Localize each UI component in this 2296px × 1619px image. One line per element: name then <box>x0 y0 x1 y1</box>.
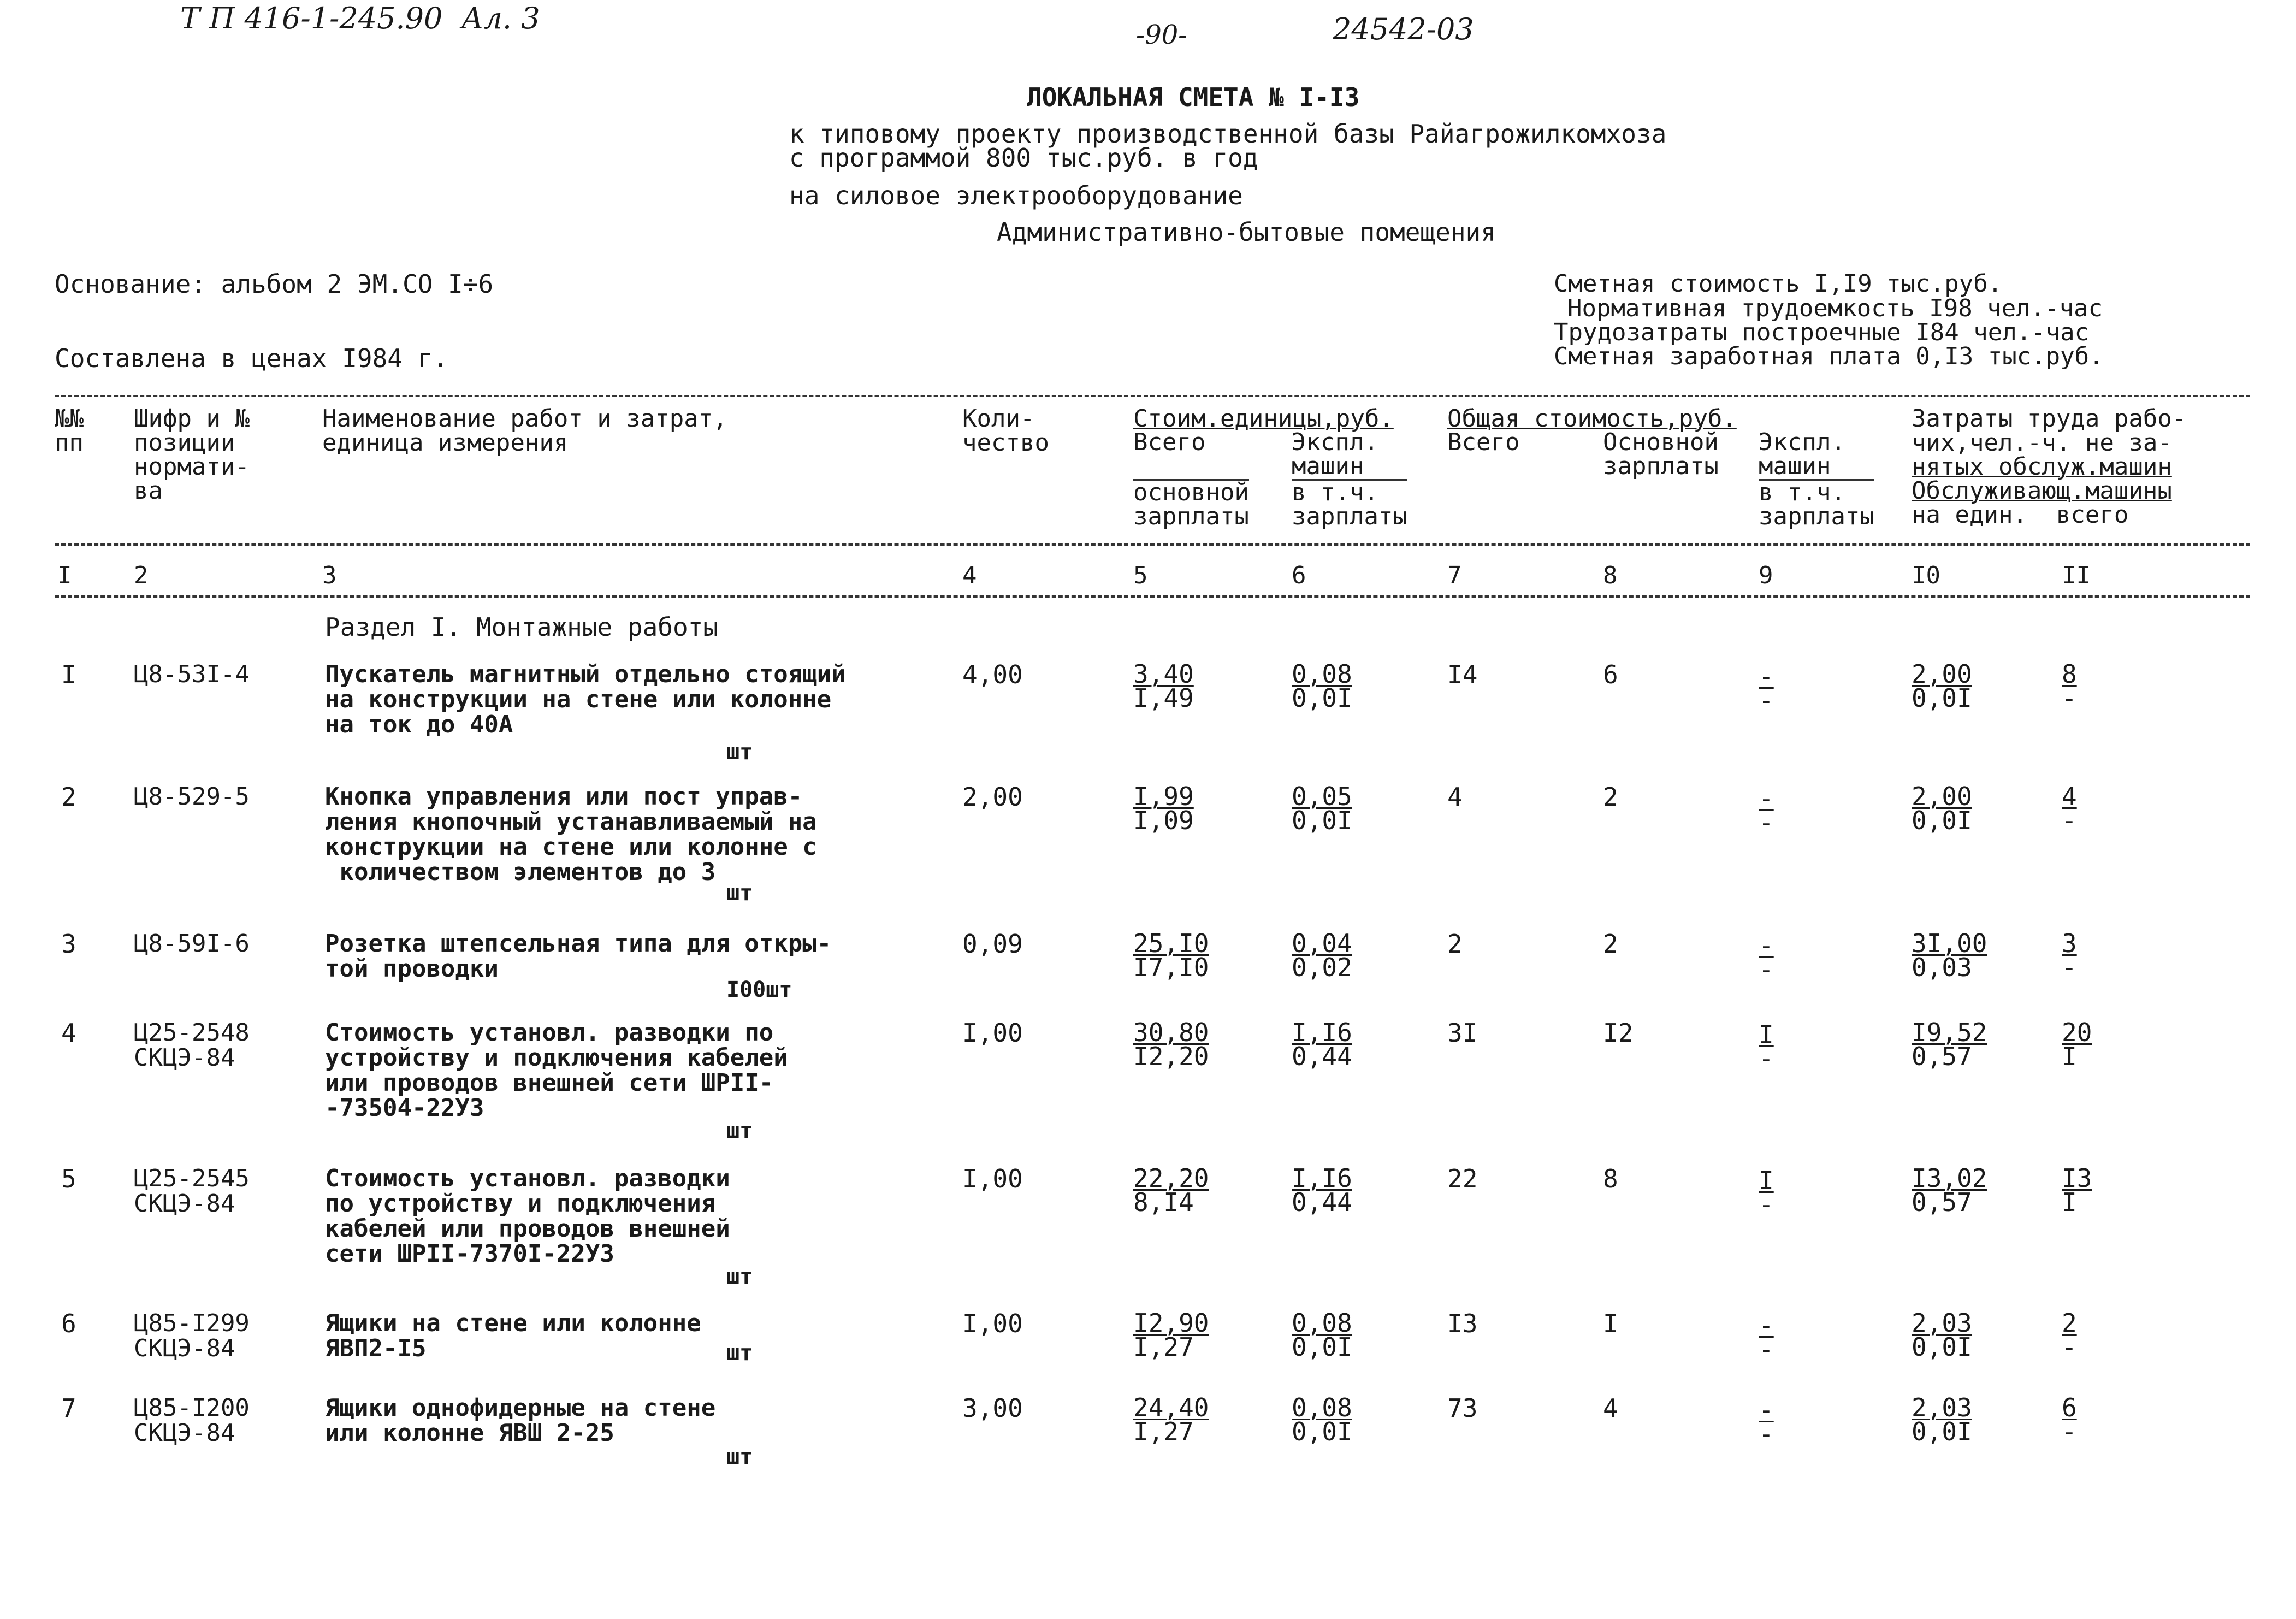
unit-cost-fraction-bottom: 8,I4 <box>1133 1187 1194 1217</box>
unit-machine-fraction-bottom: 0,0I <box>1292 1417 1352 1446</box>
labor-total-fraction <box>2062 659 2077 713</box>
header-col-labor-line3: нятых обслуж.машин <box>1912 453 2172 481</box>
total-machine-fraction-bottom: - <box>1759 1190 1774 1219</box>
row-total-wage: 8 <box>1603 1164 1618 1193</box>
unit-machine-fraction <box>1292 1308 1352 1362</box>
header-col-labor-line4: Обслуживающ.машины <box>1912 477 2172 505</box>
prices-year-text: Составлена в ценах I984 г. <box>55 344 448 373</box>
unit-cost-fraction <box>1133 1308 1209 1362</box>
unit-cost-fraction <box>1133 1163 1209 1217</box>
unit-machine-fraction-top: 0,08 <box>1292 659 1352 689</box>
row-total-wage: I2 <box>1603 1018 1634 1048</box>
header-col-qty: Коли- чество <box>962 405 1049 457</box>
unit-cost-fraction-top: 22,20 <box>1133 1163 1209 1193</box>
unit-cost-fraction-top: 24,40 <box>1133 1393 1209 1422</box>
unit-cost-fraction-bottom: I2,20 <box>1133 1042 1209 1071</box>
unit-machine-fraction <box>1292 1393 1352 1446</box>
unit-machine-fraction <box>1292 659 1352 713</box>
header-col-num: №№ пп <box>55 405 84 457</box>
labor-unit-fraction-bottom: 0,57 <box>1912 1187 1972 1217</box>
row-unit: I00шт <box>726 977 792 1002</box>
labor-total-fraction-bottom: - <box>2062 953 2077 982</box>
summary-labor-norm: Нормативная трудоемкость I98 чел.-час <box>1567 294 2103 322</box>
total-machine-fraction-top: - <box>1759 931 1774 960</box>
row-name: Кнопка управления или пост управ- ления кнопочный устанавливаемый на конструкции на стене или колонне с количеством элементов до 3 <box>325 783 817 886</box>
row-name: Стоимость установл. разводки по устройству и подключения кабелей или проводов внешней сети ШРII-7370I-22У3 <box>325 1165 730 1268</box>
labor-total-fraction-top: 2 <box>2062 1308 2077 1338</box>
title-line-2: к типовому проекту производственной базы Райагрожилкомхоза <box>789 119 1667 149</box>
unit-machine-fraction-bottom: 0,44 <box>1292 1042 1352 1071</box>
row-code: Ц85-I200 СКЦЭ-84 <box>134 1394 250 1447</box>
total-machine-fraction-bottom: - <box>1759 955 1774 984</box>
row-code: Ц8-53I-4 <box>134 660 250 688</box>
total-machine-fraction <box>1759 1310 1774 1364</box>
unit-cost-fraction-bottom: I,49 <box>1133 683 1194 713</box>
summary-wage: Сметная заработная плата 0,I3 тыс.руб. <box>1554 342 2104 370</box>
unit-machine-fraction-bottom: 0,0I <box>1292 1332 1352 1362</box>
row-total: 2 <box>1447 929 1463 959</box>
colnum-3: 3 <box>322 562 337 589</box>
row-name: Розетка штепсельная типа для откры- той проводки <box>325 930 832 983</box>
header-col-code: Шифр и № позиции нормати- ва <box>134 405 250 505</box>
header-col-unit-machine: Экспл. машин <box>1292 428 1378 480</box>
labor-total-fraction <box>2062 1308 2077 1362</box>
row-unit: шт <box>726 1264 753 1289</box>
total-machine-fraction-top: I <box>1759 1020 1774 1049</box>
labor-total-fraction-top: I3 <box>2062 1163 2092 1193</box>
labor-unit-fraction-top: 2,00 <box>1912 659 1972 689</box>
total-machine-fraction <box>1759 1020 1774 1073</box>
unit-cost-fraction <box>1133 1018 1209 1071</box>
row-code: Ц8-529-5 <box>134 783 250 811</box>
summary-labor-actual: Трудозатраты построечные I84 чел.-час <box>1554 318 2090 346</box>
labor-unit-fraction-top: I3,02 <box>1912 1163 1987 1193</box>
labor-total-fraction-top: 3 <box>2062 929 2077 958</box>
row-total-wage: 4 <box>1603 1393 1618 1423</box>
row-qty: 2,00 <box>962 782 1023 812</box>
row-qty: I,00 <box>962 1164 1023 1193</box>
colnum-1: I <box>57 562 72 589</box>
labor-total-fraction-bottom: I <box>2062 1187 2077 1217</box>
unit-cost-fraction-top: 30,80 <box>1133 1018 1209 1047</box>
colnum-7: 7 <box>1447 562 1462 589</box>
row-unit: шт <box>726 881 753 906</box>
row-number: 4 <box>61 1018 76 1048</box>
unit-machine-fraction-bottom: 0,02 <box>1292 953 1352 982</box>
row-total-wage: 2 <box>1603 782 1618 812</box>
row-unit: шт <box>726 1444 753 1469</box>
row-total-wage: 2 <box>1603 929 1618 959</box>
labor-total-fraction-top: 8 <box>2062 659 2077 689</box>
title-line-4: на силовое электрооборудование <box>789 181 1243 210</box>
row-total: I3 <box>1447 1309 1478 1338</box>
row-total: I4 <box>1447 660 1478 689</box>
labor-unit-fraction <box>1912 1308 1972 1362</box>
colnum-8: 8 <box>1603 562 1618 589</box>
labor-total-fraction <box>2062 1018 2092 1071</box>
section-title: Раздел I. Монтажные работы <box>325 612 719 642</box>
colnum-4: 4 <box>962 562 977 589</box>
total-machine-fraction-bottom: - <box>1759 1044 1774 1073</box>
labor-total-fraction-top: 20 <box>2062 1018 2092 1047</box>
labor-unit-fraction-top: 2,03 <box>1912 1393 1972 1422</box>
labor-unit-fraction <box>1912 929 1987 982</box>
row-qty: 0,09 <box>962 929 1023 959</box>
row-total-wage: 6 <box>1603 660 1618 689</box>
unit-cost-fraction-top: I,99 <box>1133 782 1194 811</box>
row-name: Пускатель магнитный отдельно стоящий на конструкции на стене или колонне на ток до 40А <box>325 660 846 738</box>
labor-unit-fraction-bottom: 0,0I <box>1912 1417 1972 1446</box>
labor-total-fraction <box>2062 1393 2077 1446</box>
labor-total-fraction-top: 6 <box>2062 1393 2077 1422</box>
total-machine-fraction-top: I <box>1759 1166 1774 1195</box>
unit-machine-fraction-top: I,I6 <box>1292 1018 1352 1047</box>
labor-unit-fraction-bottom: 0,0I <box>1912 1332 1972 1362</box>
row-name: Ящики однофидерные на стене или колонне ЯВШ 2-25 <box>325 1394 716 1447</box>
unit-machine-fraction <box>1292 782 1352 835</box>
labor-unit-fraction <box>1912 1393 1972 1446</box>
labor-unit-fraction <box>1912 1163 1987 1217</box>
header-col-labor-line5: на един. всего <box>1912 501 2129 529</box>
total-machine-fraction-bottom: - <box>1759 1419 1774 1449</box>
labor-unit-fraction <box>1912 659 1972 713</box>
labor-unit-fraction-bottom: 0,57 <box>1912 1042 1972 1071</box>
row-qty: 4,00 <box>962 660 1023 689</box>
unit-machine-fraction-bottom: 0,0I <box>1292 683 1352 713</box>
row-unit: шт <box>726 740 753 765</box>
labor-total-fraction <box>2062 1163 2092 1217</box>
row-code: Ц25-2545 СКЦЭ-84 <box>134 1165 250 1218</box>
unit-machine-fraction-top: 0,04 <box>1292 929 1352 958</box>
total-machine-fraction-top: - <box>1759 1310 1774 1340</box>
colnum-10: I0 <box>1912 562 1940 589</box>
total-machine-fraction-bottom: - <box>1759 808 1774 837</box>
row-number: 3 <box>61 929 76 959</box>
row-number: 2 <box>61 782 76 812</box>
total-machine-fraction-top: - <box>1759 661 1774 691</box>
labor-total-fraction-bottom: - <box>2062 683 2077 713</box>
labor-total-fraction-top: 4 <box>2062 782 2077 811</box>
row-unit: шт <box>726 1118 753 1143</box>
labor-unit-fraction-bottom: 0,0I <box>1912 683 1972 713</box>
document-code-stamp: 24542-03 <box>1333 12 1474 46</box>
labor-unit-fraction-top: 3I,00 <box>1912 929 1987 958</box>
row-qty: I,00 <box>962 1309 1023 1338</box>
unit-cost-fraction <box>1133 659 1194 713</box>
header-bottom-rule <box>55 543 2250 546</box>
colnum-2: 2 <box>134 562 149 589</box>
estimate-title: ЛОКАЛЬНАЯ СМЕТА № I-I3 <box>1027 82 1360 112</box>
total-machine-fraction <box>1759 661 1774 715</box>
total-machine-fraction <box>1759 933 1774 982</box>
row-name: Стоимость установл. разводки по устройству и подключения кабелей или проводов внешней сети ШРII- -73504-22У3 <box>325 1019 788 1122</box>
labor-unit-fraction <box>1912 782 1972 835</box>
header-group-unit-cost: Стоим.единицы,руб. <box>1133 405 1394 433</box>
row-number: I <box>61 660 76 689</box>
header-col-total-machine: Экспл. машин <box>1759 428 1845 480</box>
colnum-6: 6 <box>1292 562 1306 589</box>
total-machine-fraction-top: - <box>1759 784 1774 813</box>
total-machine-fraction <box>1759 1395 1774 1449</box>
title-line-5: Административно-бытовые помещения <box>997 217 1496 247</box>
unit-cost-fraction-bottom: I,09 <box>1133 806 1194 835</box>
labor-total-fraction-bottom: - <box>2062 806 2077 835</box>
colnum-5: 5 <box>1133 562 1148 589</box>
total-machine-fraction <box>1759 784 1774 837</box>
labor-unit-fraction-bottom: 0,03 <box>1912 953 1972 982</box>
unit-machine-fraction <box>1292 929 1352 982</box>
header-group-total-cost: Общая стоимость,руб. <box>1447 405 1737 433</box>
header-col-total-machine-wage: в т.ч. зарплаты <box>1759 478 1874 530</box>
unit-cost-fraction <box>1133 929 1209 982</box>
row-total: 22 <box>1447 1164 1478 1193</box>
row-qty: 3,00 <box>962 1393 1023 1423</box>
header-col-total: Всего <box>1447 428 1520 456</box>
row-code: Ц25-2548 СКЦЭ-84 <box>134 1019 250 1072</box>
row-number: 7 <box>61 1393 76 1423</box>
unit-cost-fraction-top: 3,40 <box>1133 659 1194 689</box>
header-col-unit-machine-wage: в т.ч. зарплаты <box>1292 478 1407 530</box>
total-machine-fraction-top: - <box>1759 1395 1774 1425</box>
unit-cost-fraction <box>1133 782 1194 835</box>
unit-cost-fraction <box>1133 1393 1209 1446</box>
labor-unit-fraction-top: 2,03 <box>1912 1308 1972 1338</box>
row-total: 3I <box>1447 1018 1478 1048</box>
labor-total-fraction <box>2062 782 2077 835</box>
total-machine-fraction-bottom: - <box>1759 1334 1774 1364</box>
unit-machine-fraction <box>1292 1163 1352 1217</box>
labor-total-fraction-bottom: - <box>2062 1417 2077 1446</box>
row-code: Ц85-I299 СКЦЭ-84 <box>134 1309 250 1362</box>
unit-machine-fraction-top: 0,05 <box>1292 782 1352 811</box>
row-qty: I,00 <box>962 1018 1023 1048</box>
unit-cost-fraction-top: 25,I0 <box>1133 929 1209 958</box>
colnum-11: II <box>2062 562 2091 589</box>
row-total: 73 <box>1447 1393 1478 1423</box>
unit-cost-fraction-bottom: I7,I0 <box>1133 953 1209 982</box>
unit-cost-fraction-bottom: I,27 <box>1133 1417 1194 1446</box>
header-col-total-wage: Основной зарплаты <box>1603 428 1719 480</box>
total-machine-fraction <box>1759 1166 1774 1219</box>
row-number: 6 <box>61 1309 76 1338</box>
header-col-unit-total: Всего <box>1133 428 1206 456</box>
row-unit: шт <box>726 1340 753 1366</box>
unit-machine-fraction-top: 0,08 <box>1292 1393 1352 1422</box>
column-numbers-rule <box>55 595 2250 598</box>
labor-unit-fraction <box>1912 1018 1987 1071</box>
unit-cost-fraction-bottom: I,27 <box>1133 1332 1194 1362</box>
labor-unit-fraction-top: 2,00 <box>1912 782 1972 811</box>
row-total: 4 <box>1447 782 1463 812</box>
row-code: Ц8-59I-6 <box>134 930 250 958</box>
summary-cost: Сметная стоимость I,I9 тыс.руб. <box>1554 270 2003 298</box>
labor-unit-fraction-top: I9,52 <box>1912 1018 1987 1047</box>
unit-machine-fraction-top: I,I6 <box>1292 1163 1352 1193</box>
unit-machine-fraction-bottom: 0,0I <box>1292 806 1352 835</box>
labor-total-fraction <box>2062 929 2077 982</box>
total-machine-fraction-bottom: - <box>1759 686 1774 715</box>
row-number: 5 <box>61 1164 76 1193</box>
colnum-9: 9 <box>1759 562 1773 589</box>
header-col-labor: Затраты труда рабо- чих,чел.-ч. не за- <box>1912 405 2187 457</box>
labor-unit-fraction-bottom: 0,0I <box>1912 806 1972 835</box>
basis-text: Основание: альбом 2 ЭМ.СО I÷6 <box>55 269 494 299</box>
page-number: -90- <box>1136 20 1187 50</box>
row-total-wage: I <box>1603 1309 1618 1338</box>
unit-machine-fraction-top: 0,08 <box>1292 1308 1352 1338</box>
header-col-name: Наименование работ и затрат, единица измерения <box>322 405 727 457</box>
row-name: Ящики на стене или колонне ЯВП2-I5 <box>325 1309 701 1362</box>
project-code-stamp: Т П 416-1-245.90 Ал. 3 <box>180 1 540 36</box>
header-col-unit-wage: основной зарплаты <box>1133 478 1249 530</box>
unit-cost-fraction-top: I2,90 <box>1133 1308 1209 1338</box>
title-line-3: с программой 800 тыс.руб. в год <box>789 143 1258 173</box>
unit-machine-fraction <box>1292 1018 1352 1071</box>
unit-machine-fraction-bottom: 0,44 <box>1292 1187 1352 1217</box>
labor-total-fraction-bottom: - <box>2062 1332 2077 1362</box>
labor-total-fraction-bottom: I <box>2062 1042 2077 1071</box>
header-top-rule <box>55 395 2250 397</box>
